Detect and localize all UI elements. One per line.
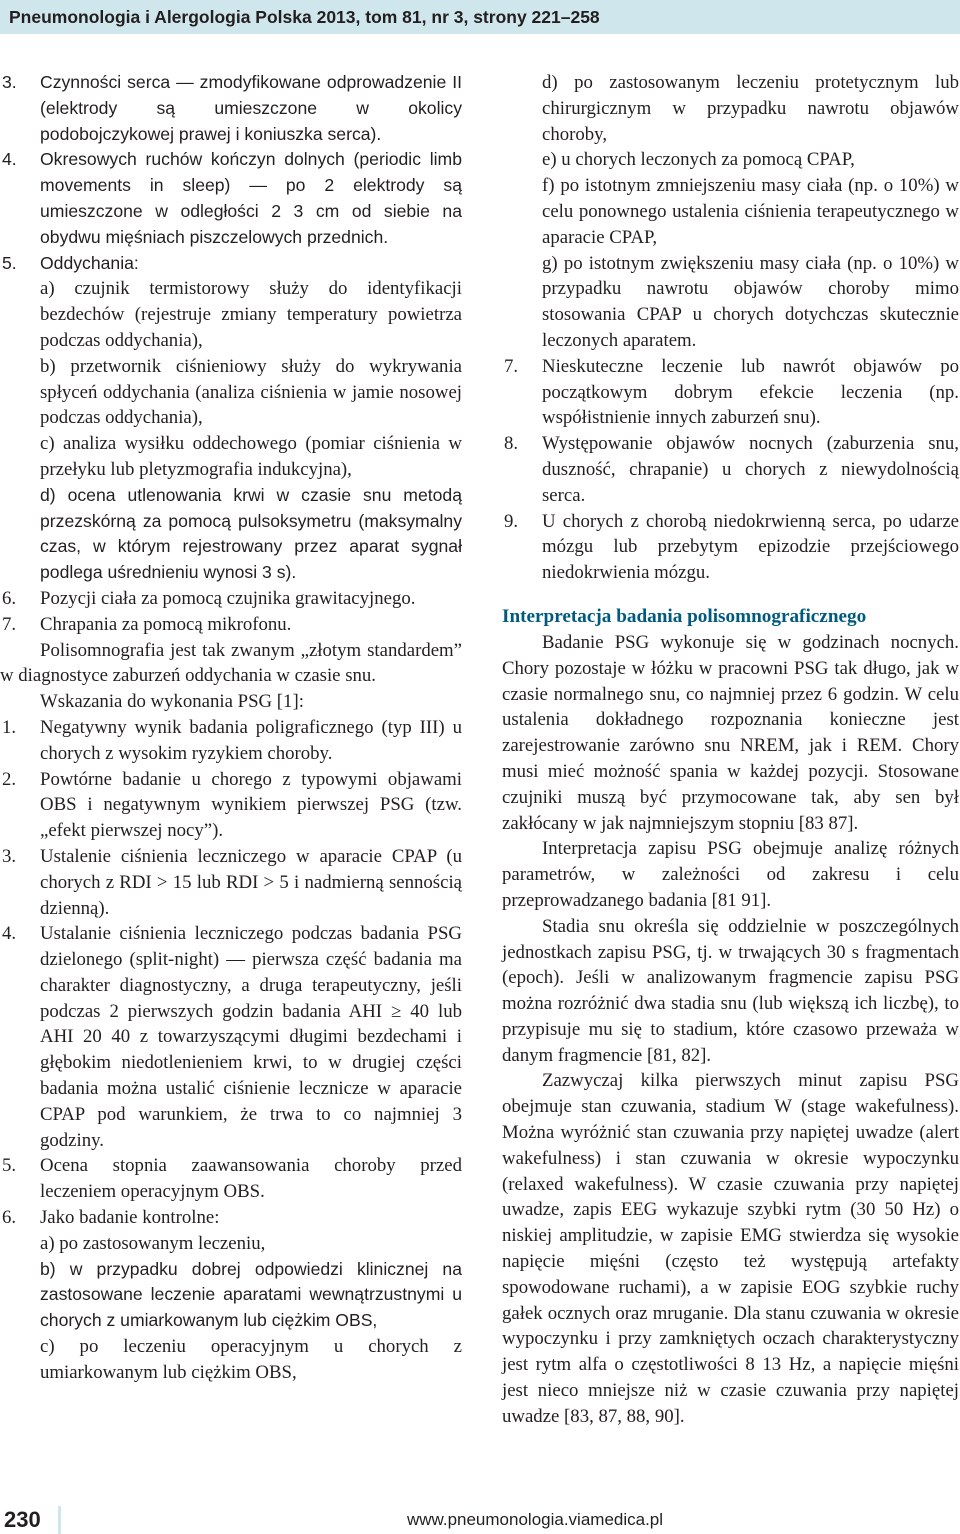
section-heading: Interpretacja badania polisomnograficznego [502, 605, 867, 627]
list-number: 3. [2, 72, 17, 92]
list-item [502, 509, 959, 586]
list-number: 5. [2, 1155, 17, 1177]
list-text: Pozycji ciała za pomocą czujnika grawitacyjnego. [40, 587, 416, 609]
sub-item: g) po istotnym zwiększeniu masy ciała (np. o 10%) w przypadku nawrotu objawów choroby mimo stosowania CPAP u chorych dotychczas skutecznie leczonych aparatem. [542, 252, 959, 351]
sub-item: c) po leczeniu operacyjnym u chorych z umiarkowanym lub ciężkim OBS, [40, 1336, 462, 1383]
list-text: Oddychania: [40, 252, 139, 273]
list-text: Ocena stopnia zaawansowania choroby przed leczeniem operacyjnym OBS. [40, 1155, 462, 1203]
list-number: 3. [2, 845, 17, 867]
list-item [0, 1153, 462, 1205]
list-text: Ustalanie ciśnienia leczniczego podczas badania PSG dzielonego (split-night) — pierwsza część badania ma charakter diagnostyczny, a druga terapeutyczny, jeśli podczas 2 pierwszych godzin badania AHI ≥ 40 lub AHI 20 40 z towarzyszącymi długimi bezdechami i głębokim niedotlenieniem krwi, to w drugiej części badania można ustalić ciśnienie lecznicze w aparacie CPAP pod warunkiem, że trwa to co najmniej 3 godziny. [40, 923, 462, 1151]
list-item [0, 147, 462, 250]
list-number: 7. [2, 613, 17, 635]
page-number: 230 [4, 1507, 41, 1532]
sub-item: a) po zastosowanym leczeniu, [40, 1232, 266, 1254]
list-text: Nieskuteczne leczenie lub nawrót objawów po początkowym dobrym efekcie leczenia (np. współistnienie innych zaburzeń snu). [542, 355, 959, 429]
paragraph: Zazwyczaj kilka pierwszych minut zapisu PSG obejmuje stan czuwania, stadium W (stage wakefulness). Można wyróżnić stan czuwania przy napiętej uwadze (alert wakefulness) i stan czuwania w okresie wypoczynku (relaxed wakefulness). W czasie czuwania przy napiętej uwadze, zapis EEG wykazuje szybki rytm (30 50 Hz) o niskiej amplitudzie, w zapisie EMG stwierdza się wysokie napięcie mięśni (często też występują artefakty spowodowane ruchami), a w zapisie EOG szybkie ruchy gałek ocznych oraz mruganie. Dla stanu czuwania w okresie wypoczynku i przy zamkniętych oczach charakterystyczny jest rytm alfa o częstotliwości 8 13 Hz, a napięcie mięśni jest nieco mniejsze niż w czasie czuwania przy napiętej uwadze [83, 87, 88, 90]. [502, 1070, 959, 1427]
list-text: Czynności serca — zmodyfikowane odprowadzenie II (elektrody są umieszczone w okolicy podobojczykowej prawej i koniuszka serca). [40, 72, 462, 144]
paragraph: Wskazania do wykonania PSG [1]: [40, 691, 304, 713]
sub-item: d) po zastosowanym leczeniu protetycznym lub chirurgicznym w przypadku nawrotu objawów choroby, [542, 72, 959, 145]
list-number: 9. [504, 510, 519, 532]
list-item [502, 354, 959, 431]
list-item [0, 1205, 462, 1231]
list-number: 4. [2, 149, 17, 170]
list-item [0, 844, 462, 921]
sub-item: c) analiza wysiłku oddechowego (pomiar ciśnienia w przełyku lub pletyzmografia indukcyjna), [40, 433, 462, 480]
sub-item: b) w przypadku dobrej odpowiedzi klinicznej na zastosowane leczenie aparatami wewnątrzustnymi u chorych z umiarkowanym lub ciężkim OBS, [40, 1258, 462, 1331]
list-item [0, 612, 462, 638]
list-text: Okresowych ruchów kończyn dolnych (periodic limb movements in sleep) — po 2 elektrody są umieszczone w odległości 2 3 cm od siebie na obydwu mięśniach piszczelowych przednich. [40, 149, 462, 247]
list-item [0, 251, 462, 277]
list-item [502, 431, 959, 508]
list-number: 7. [504, 355, 519, 377]
list-text: U chorych z chorobą niedokrwienną serca, po udarze mózgu lub przebytym epizodzie przejściowego niedokrwienia mózgu. [542, 510, 959, 584]
list-number: 2. [2, 768, 17, 790]
list-text: Ustalenie ciśnienia leczniczego w aparacie CPAP (u chorych z RDI > 15 lub RDI > 5 i nadmierną sennością dzienną). [40, 845, 462, 919]
list-number: 8. [504, 433, 519, 455]
sub-item: f) po istotnym zmniejszeniu masy ciała (np. o 10%) w celu ponownego ustalenia ciśnienia terapeutycznego w aparacie CPAP, [542, 175, 959, 248]
sub-item: a) czujnik termistorowy służy do identyfikacji bezdechów (rejestruje zmiany temperatury powietrza podczas oddychania), [40, 278, 462, 351]
list-item [0, 70, 462, 147]
list-item [0, 767, 462, 844]
paragraph: Badanie PSG wykonuje się w godzinach nocnych. Chory pozostaje w łóżku w pracowni PSG tak długo, jak w czasie normalnego snu, co najmniej przez 6 godzin. W celu ustalenia dokładnego rozpoznania konieczne jest zarejestrowanie zarówno snu NREM, jak i REM. Chory musi mieć możność spania w każdej pozycji. Stosowane czujniki muszą być przymocowane tak, aby sen był zakłócany w jak najmniejszym stopniu [83 87]. [502, 631, 959, 834]
journal-url[interactable]: www.pneumonologia.viamedica.pl [406, 1510, 664, 1529]
list-number: 4. [2, 923, 17, 945]
sub-item: b) przetwornik ciśnieniowy służy do wykrywania spłyceń oddychania (analiza ciśnienia w jamie nosowej podczas oddychania), [40, 355, 462, 429]
paragraph: Stadia snu określa się oddzielnie w poszczególnych jednostkach zapisu PSG, tj. w trwających 30 s fragmentach (epoch). Jeśli w analizowanym fragmencie zapisu PSG można rozróżnić dwa stadia snu (lub większą ich liczbę), to przypisuje mu się to stadium, które czasowo przeważa w danym fragmencie [81, 82]. [502, 915, 959, 1066]
list-text: Występowanie objawów nocnych (zaburzenia snu, duszność, chrapanie) u chorych z niewydolnością serca. [542, 433, 959, 506]
right-column [502, 70, 959, 1430]
sub-item: d) ocena utlenowania krwi w czasie snu metodą przezskórną za pomocą pulsoksymetru (maksymalny czas, w którym rejestrowany przez aparat sygnał podlega uśrednieniu wynosi 3 s). [40, 484, 462, 583]
list-item [0, 715, 462, 767]
left-column [0, 70, 462, 1386]
list-item [0, 586, 462, 612]
list-text: Chrapania za pomocą mikrofonu. [40, 613, 292, 635]
list-number: 6. [2, 587, 17, 609]
list-number: 6. [2, 1207, 17, 1229]
paragraph: Polisomnografia jest tak zwanym „złotym standardem” w diagnostyce zaburzeń oddychania w czasie snu. [0, 639, 462, 687]
list-text: Jako badanie kontrolne: [40, 1207, 220, 1229]
journal-header: Pneumonologia i Alergologia Polska 2013, tom 81, nr 3, strony 221–258 [0, 0, 960, 34]
list-item [0, 921, 462, 1153]
list-number: 1. [2, 716, 17, 738]
sub-item: e) u chorych leczonych za pomocą CPAP, [542, 149, 855, 171]
paragraph: Interpretacja zapisu PSG obejmuje analizę różnych parametrów, w zależności od zakresu i celu przeprowadzanego badania [81 91]. [502, 838, 959, 911]
list-text: Negatywny wynik badania poligraficznego (typ III) u chorych z wysokim ryzykiem choroby. [40, 716, 462, 764]
list-number: 5. [2, 252, 17, 273]
list-text: Powtórne badanie u chorego z typowymi objawami OBS i negatywnym wynikiem pierwszej PSG (tzw. „efekt pierwszej nocy”). [40, 768, 462, 842]
